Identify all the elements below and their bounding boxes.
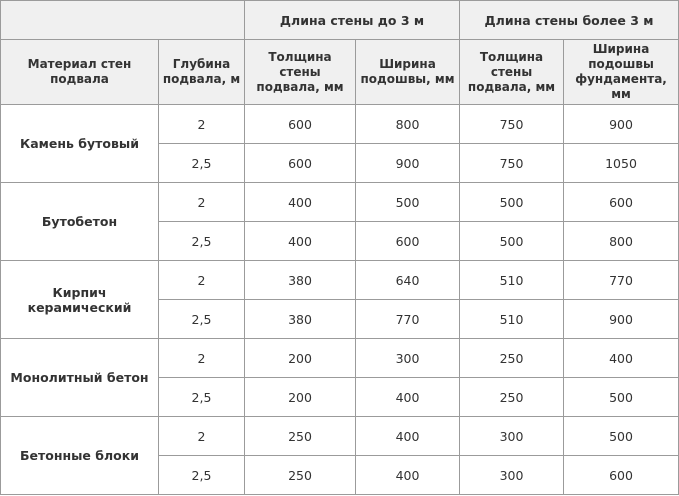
- material-cell: Бутобетон: [1, 183, 159, 261]
- sole-width-long-cell: 770: [564, 261, 679, 300]
- sole-width-short-cell: 900: [356, 144, 460, 183]
- sole-width-short-cell: 770: [356, 300, 460, 339]
- material-cell: Монолитный бетон: [1, 339, 159, 417]
- wall-thickness-long-cell: 300: [460, 417, 564, 456]
- wall-thickness-long-cell: 510: [460, 300, 564, 339]
- material-cell: Кирпич керамический: [1, 261, 159, 339]
- sole-width-short-cell: 400: [356, 378, 460, 417]
- table-row: [1, 417, 679, 456]
- sole-width-long-cell: 600: [564, 183, 679, 222]
- table-row: [1, 105, 679, 144]
- sole-width-short-cell: 300: [356, 339, 460, 378]
- header-group-long-wall: Длина стены более 3 м: [460, 1, 679, 40]
- wall-thickness-short-cell: 200: [245, 378, 356, 417]
- header-wall-thickness-long: Толщина стены подвала, мм: [460, 40, 564, 105]
- wall-thickness-long-cell: 250: [460, 339, 564, 378]
- sole-width-short-cell: 640: [356, 261, 460, 300]
- header-blank-cell: [1, 1, 245, 40]
- sole-width-short-cell: 600: [356, 222, 460, 261]
- depth-cell: 2: [159, 105, 245, 144]
- sole-width-long-cell: 800: [564, 222, 679, 261]
- depth-cell: 2,5: [159, 456, 245, 495]
- wall-thickness-long-cell: 300: [460, 456, 564, 495]
- sole-width-short-cell: 400: [356, 417, 460, 456]
- header-group-row: [1, 1, 679, 40]
- depth-cell: 2: [159, 417, 245, 456]
- sole-width-long-cell: 400: [564, 339, 679, 378]
- depth-cell: 2: [159, 339, 245, 378]
- sole-width-short-cell: 400: [356, 456, 460, 495]
- header-sole-width-long: Ширина подошвы фундамента, мм: [564, 40, 679, 105]
- header-wall-thickness-short: Толщина стены подвала, мм: [245, 40, 356, 105]
- wall-thickness-short-cell: 600: [245, 144, 356, 183]
- header-sole-width-short: Ширина подошвы, мм: [356, 40, 460, 105]
- wall-thickness-long-cell: 510: [460, 261, 564, 300]
- material-cell: Камень бутовый: [1, 105, 159, 183]
- depth-cell: 2,5: [159, 300, 245, 339]
- wall-thickness-short-cell: 380: [245, 300, 356, 339]
- wall-thickness-long-cell: 500: [460, 183, 564, 222]
- wall-thickness-long-cell: 500: [460, 222, 564, 261]
- sole-width-long-cell: 900: [564, 300, 679, 339]
- header-group-short-wall: Длина стены до 3 м: [245, 1, 460, 40]
- header-material: Материал стен подвала: [1, 40, 159, 105]
- table-row: [1, 339, 679, 378]
- wall-thickness-short-cell: 200: [245, 339, 356, 378]
- material-cell: Бетонные блоки: [1, 417, 159, 495]
- sole-width-long-cell: 500: [564, 417, 679, 456]
- wall-thickness-long-cell: 250: [460, 378, 564, 417]
- depth-cell: 2,5: [159, 222, 245, 261]
- wall-thickness-short-cell: 250: [245, 456, 356, 495]
- depth-cell: 2: [159, 183, 245, 222]
- wall-thickness-short-cell: 600: [245, 105, 356, 144]
- table-row: [1, 183, 679, 222]
- sole-width-long-cell: 900: [564, 105, 679, 144]
- header-depth: Глубина подвала, м: [159, 40, 245, 105]
- wall-thickness-short-cell: 400: [245, 222, 356, 261]
- wall-thickness-short-cell: 380: [245, 261, 356, 300]
- depth-cell: 2,5: [159, 144, 245, 183]
- sole-width-long-cell: 1050: [564, 144, 679, 183]
- wall-thickness-short-cell: 250: [245, 417, 356, 456]
- sole-width-short-cell: 800: [356, 105, 460, 144]
- depth-cell: 2: [159, 261, 245, 300]
- wall-thickness-long-cell: 750: [460, 144, 564, 183]
- wall-thickness-short-cell: 400: [245, 183, 356, 222]
- header-column-row: [1, 40, 679, 105]
- sole-width-long-cell: 500: [564, 378, 679, 417]
- sole-width-short-cell: 500: [356, 183, 460, 222]
- depth-cell: 2,5: [159, 378, 245, 417]
- table-row: [1, 261, 679, 300]
- wall-thickness-long-cell: 750: [460, 105, 564, 144]
- sole-width-long-cell: 600: [564, 456, 679, 495]
